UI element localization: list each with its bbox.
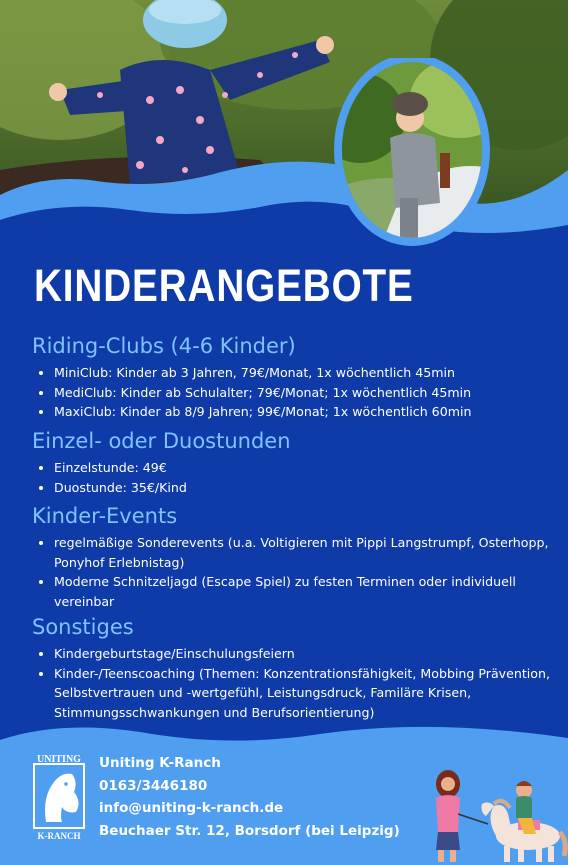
list-item: • Einzelstunde: 49€	[54, 458, 552, 478]
riding-clubs-list	[32, 363, 552, 422]
circle-photo	[330, 58, 495, 248]
page-title: KINDERANGEBOTE	[34, 260, 414, 311]
list-item: • Kinder-/Teenscoaching (Themen: Konzentrationsfähigkeit, Mobbing Prävention, Selbstvertrauen und -wertgefühl, Leistungsdruck, Familäre Krisen, Stimmungsschwankungen und Berufsorientierung)	[54, 664, 552, 723]
section-einzel-duostunden	[32, 428, 552, 497]
kinder-events-list	[32, 533, 552, 611]
section-kinder-events	[32, 503, 552, 611]
list-item: • Duostunde: 35€/Kind	[54, 478, 552, 498]
section-heading: Kinder-Events	[32, 504, 178, 528]
section-heading: Einzel- oder Duostunden	[32, 429, 291, 453]
section-sonstiges	[32, 614, 552, 722]
list-item: • regelmäßige Sonderevents (u.a. Voltigieren mit Pippi Langstrumpf, Osterhopp, Ponyhof Erlebnistag)	[54, 533, 552, 572]
contact-address: Beuchaer Str. 12, Borsdorf (bei Leipzig)	[99, 822, 400, 839]
contact-email[interactable]: info@uniting-k-ranch.de	[99, 800, 284, 816]
list-item: • Moderne Schnitzeljagd (Escape Spiel) zu festen Terminen oder individuell vereinbar	[54, 572, 552, 611]
list-item: • Kindergeburtstage/Einschulungsfeiern	[54, 644, 552, 664]
logo-top-text: UNITING	[37, 754, 81, 765]
sonstiges-list	[32, 644, 552, 722]
section-heading: Sonstiges	[32, 615, 134, 639]
list-item: • MaxiClub: Kinder ab 8/9 Jahren; 99€/Monat; 1x wöchentlich 60min	[54, 402, 552, 422]
contact-name: Uniting K-Ranch	[99, 755, 221, 771]
list-item: • MiniClub: Kinder ab 3 Jahren, 79€/Monat, 1x wöchentlich 45min	[54, 363, 552, 383]
list-item: • MediClub: Kinder ab Schulalter; 79€/Monat; 1x wöchentlich 45min	[54, 383, 552, 403]
section-riding-clubs	[32, 333, 552, 422]
contact-phone[interactable]: 0163/3446180	[99, 777, 208, 794]
einzel-duo-list	[32, 458, 552, 497]
section-heading: Riding-Clubs (4-6 Kinder)	[32, 334, 296, 358]
mother-and-child-pony-illustration	[420, 762, 568, 865]
logo-bottom-text: K-RANCH	[37, 831, 81, 841]
ranch-logo	[32, 752, 86, 842]
contact-block	[99, 752, 400, 842]
